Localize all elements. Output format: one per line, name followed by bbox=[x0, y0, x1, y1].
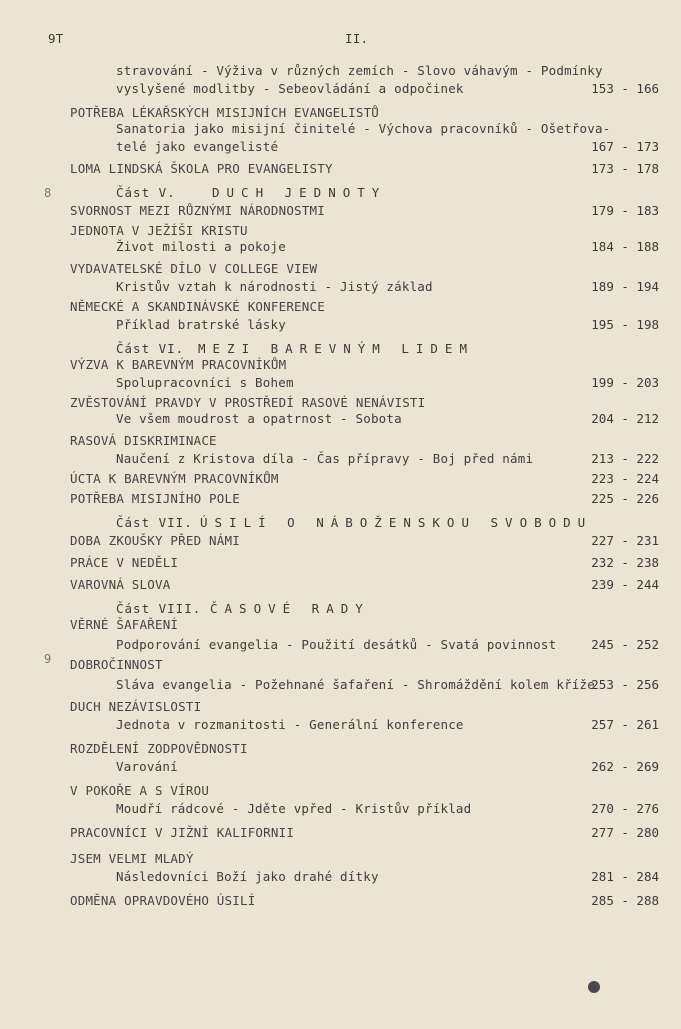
toc-heading: VĚRNÉ ŠAFAŘENÍ bbox=[70, 617, 179, 632]
margin-mark-9: 9 bbox=[44, 652, 52, 666]
toc-heading: VAROVNÁ SLOVA bbox=[70, 577, 171, 592]
part-label: Část V. bbox=[116, 185, 176, 200]
toc-heading: DOBROČINNOST bbox=[70, 657, 163, 672]
toc-pages: 257 - 261 bbox=[591, 717, 659, 732]
part-title: ÚSILÍ O NÁBOŽENSKOU SVOBODU bbox=[200, 515, 593, 530]
toc-pages: 239 - 244 bbox=[591, 577, 659, 592]
toc-pages: 232 - 238 bbox=[591, 555, 659, 570]
toc-sub: vyslyšené modlitby - Sebeovládání a odpočinek bbox=[116, 81, 464, 96]
part-title: DUCH JEDNOTY bbox=[212, 185, 387, 200]
part-title: ČASOVÉ RADY bbox=[210, 601, 370, 616]
toc-heading: JEDNOTA V JEŽÍŠI KRISTU bbox=[70, 223, 248, 238]
toc-pages: 153 - 166 bbox=[591, 81, 659, 96]
toc-pages: 285 - 288 bbox=[591, 893, 659, 908]
toc-sub: Příklad bratrské lásky bbox=[116, 317, 286, 332]
toc-heading: ZVĚSTOVÁNÍ PRAVDY V PROSTŘEDÍ RASOVÉ NENÁVISTI bbox=[70, 395, 426, 410]
toc-sub: Naučení z Kristova díla - Čas přípravy - Boj před námi bbox=[116, 451, 534, 466]
ink-spot bbox=[588, 981, 600, 993]
toc-sub: Kristův vztah k národnosti - Jistý základ bbox=[116, 279, 433, 294]
toc-pages: 262 - 269 bbox=[591, 759, 659, 774]
part-label: Část VI. bbox=[116, 341, 185, 356]
toc-sub: Moudří rádcové - Jděte vpřed - Kristův příklad bbox=[116, 801, 472, 816]
toc-pages: 195 - 198 bbox=[591, 317, 659, 332]
toc-pages: 277 - 280 bbox=[591, 825, 659, 840]
page-number-center: II. bbox=[345, 31, 369, 46]
toc-heading: POTŘEBA MISIJNÍHO POLE bbox=[70, 491, 240, 506]
toc-pages: 223 - 224 bbox=[591, 471, 659, 486]
toc-heading: DOBA ZKOUŠKY PŘED NÁMI bbox=[70, 533, 240, 548]
margin-mark-8: 8 bbox=[44, 186, 52, 200]
toc-pages: 184 - 188 bbox=[591, 239, 659, 254]
toc-heading: PRÁCE V NEDĚLI bbox=[70, 555, 179, 570]
toc-sub: Spolupracovníci s Bohem bbox=[116, 375, 294, 390]
toc-heading: SVORNOST MEZI RŮZNÝMI NÁRODNOSTMI bbox=[70, 203, 325, 218]
part-label: Část VIII. bbox=[116, 601, 202, 616]
toc-heading: ODMĚNA OPRAVDOVÉHO ÚSILÍ bbox=[70, 893, 256, 908]
toc-sub: Sanatoria jako misijní činitelé - Výchova pracovníků - Ošetřova- bbox=[116, 121, 611, 136]
toc-pages: 204 - 212 bbox=[591, 411, 659, 426]
toc-pages: 227 - 231 bbox=[591, 533, 659, 548]
toc-sub: Varování bbox=[116, 759, 178, 774]
toc-heading: DUCH NEZÁVISLOSTI bbox=[70, 699, 202, 714]
toc-heading: LOMA LINDSKÁ ŠKOLA PRO EVANGELISTY bbox=[70, 161, 333, 176]
toc-pages: 167 - 173 bbox=[591, 139, 659, 154]
toc-heading: VÝZVA K BAREVNÝM PRACOVNÍKŮM bbox=[70, 357, 287, 372]
toc-sub: Následovníci Boží jako drahé dítky bbox=[116, 869, 379, 884]
toc-heading: ÚCTA K BAREVNÝM PRACOVNÍKŮM bbox=[70, 471, 279, 486]
toc-sub: Ve všem moudrost a opatrnost - Sobota bbox=[116, 411, 402, 426]
toc-sub: Jednota v rozmanitosti - Generální konference bbox=[116, 717, 464, 732]
toc-heading: POTŘEBA LÉKAŘSKÝCH MISIJNÍCH EVANGELISTŮ bbox=[70, 105, 380, 120]
part-label: Část VII. bbox=[116, 515, 193, 530]
toc-sub: Život milosti a pokoje bbox=[116, 239, 286, 254]
toc-sub: Sláva evangelia - Požehnané šafaření - Shromáždění kolem kříže bbox=[116, 677, 595, 692]
toc-pages: 253 - 256 bbox=[591, 677, 659, 692]
toc-pages: 199 - 203 bbox=[591, 375, 659, 390]
toc-pages: 179 - 183 bbox=[591, 203, 659, 218]
toc-heading: V POKOŘE A S VÍROU bbox=[70, 783, 210, 798]
toc-sub: stravování - Výživa v různých zemích - Slovo váhavým - Podmínky bbox=[116, 63, 603, 78]
toc-heading: ROZDĚLENÍ ZODPOVĚDNOSTI bbox=[70, 741, 248, 756]
toc-heading: PRACOVNÍCI V JIŽNÍ KALIFORNII bbox=[70, 825, 295, 840]
toc-pages: 245 - 252 bbox=[591, 637, 659, 652]
toc-sub: telé jako evangelisté bbox=[116, 139, 279, 154]
toc-pages: 213 - 222 bbox=[591, 451, 659, 466]
toc-heading: VYDAVATELSKÉ DÍLO V COLLEGE VIEW bbox=[70, 261, 318, 276]
toc-heading: JSEM VELMI MLADÝ bbox=[70, 851, 194, 866]
part-title: MEZI BAREVNÝM LIDEM bbox=[198, 341, 474, 356]
toc-pages: 281 - 284 bbox=[591, 869, 659, 884]
toc-pages: 173 - 178 bbox=[591, 161, 659, 176]
toc-heading: RASOVÁ DISKRIMINACE bbox=[70, 433, 217, 448]
toc-heading: NĚMECKÉ A SKANDINÁVSKÉ KONFERENCE bbox=[70, 299, 325, 314]
toc-pages: 189 - 194 bbox=[591, 279, 659, 294]
toc-sub: Podporování evangelia - Použití desátků - Svatá povinnost bbox=[116, 637, 557, 652]
page-number-left: 9T bbox=[48, 31, 64, 46]
toc-pages: 270 - 276 bbox=[591, 801, 659, 816]
toc-pages: 225 - 226 bbox=[591, 491, 659, 506]
